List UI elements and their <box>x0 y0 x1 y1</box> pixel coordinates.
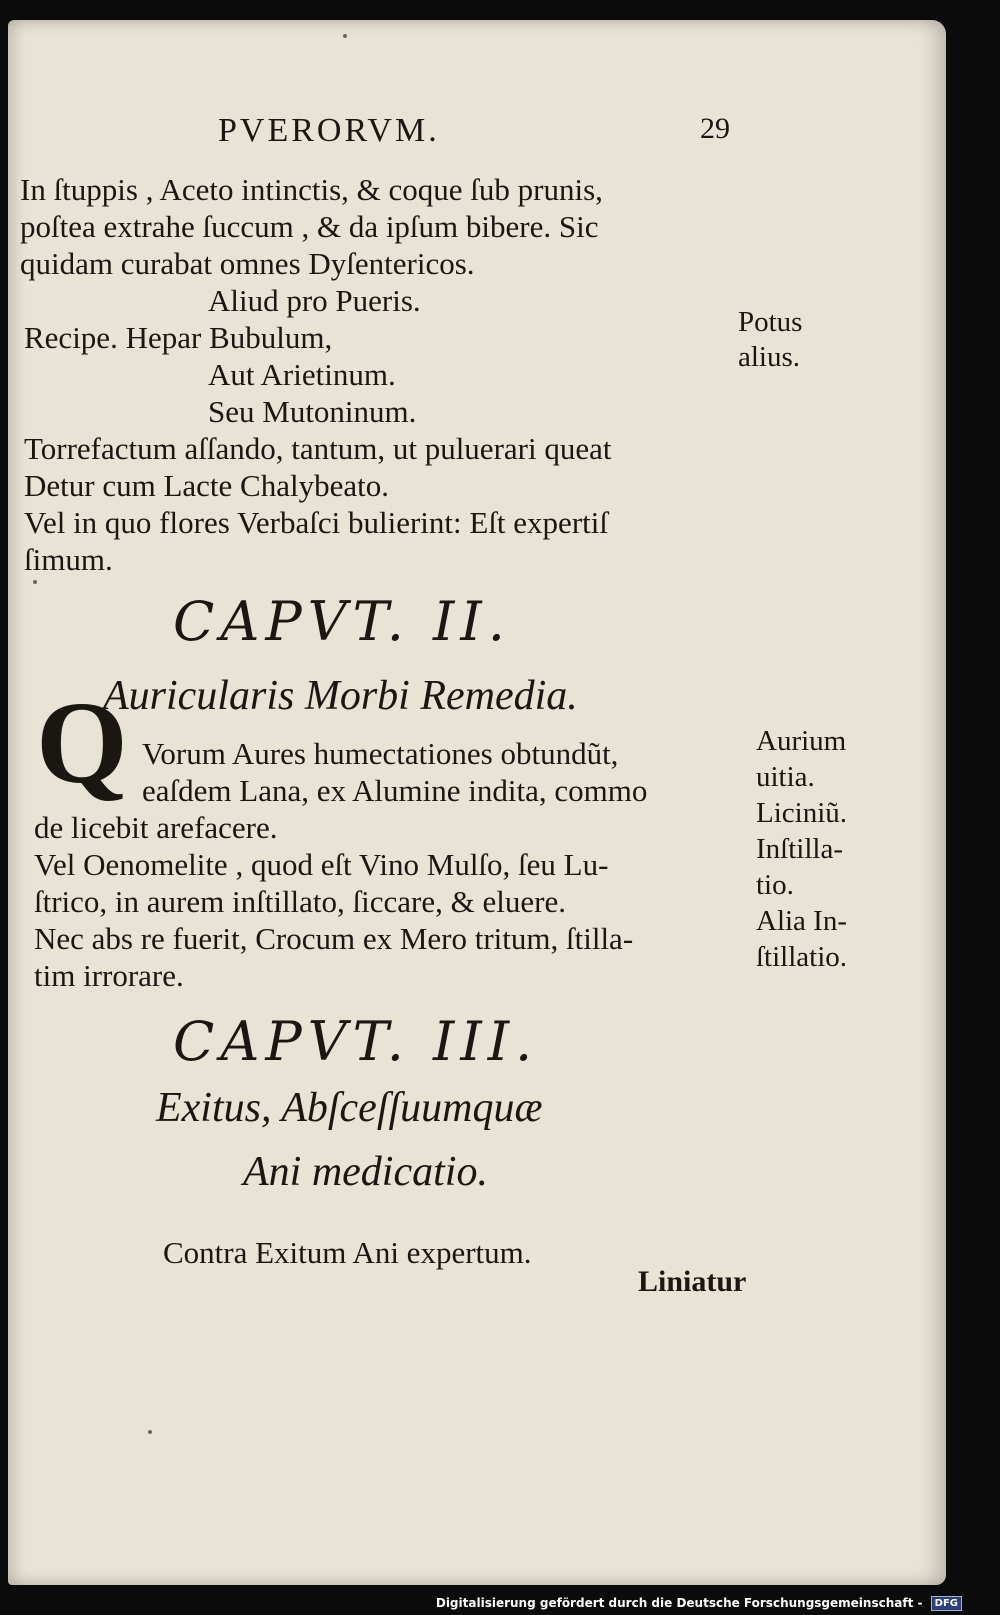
chapter-title: Exitus, Abſceſſuumquæ <box>156 1085 543 1131</box>
text-line: Aut Arietinum. <box>208 357 396 392</box>
text-line: tim irrorare. <box>34 958 184 993</box>
margin-note: alius. <box>738 341 801 373</box>
dfg-logo-icon: DFG <box>931 1596 962 1611</box>
margin-note: tio. <box>756 869 794 901</box>
chapter-title: Ani medicatio. <box>243 1149 488 1195</box>
text-line: Recipe. Hepar Bubulum, <box>24 320 333 355</box>
text-line: quidam curabat omnes Dyſentericos. <box>20 246 475 281</box>
sub-heading: Contra Exitum Ani expertum. <box>163 1235 532 1270</box>
text-line: Vel Oenomelite , quod eſt Vino Mulſo, ſeu Lu- <box>34 847 609 882</box>
text-line: Torrefactum aſſando, tantum, ut puluerari queat <box>24 431 612 466</box>
chapter-heading: CAPVT. II. <box>173 590 511 653</box>
text-line: Vel in quo flores Verbaſci bulierint: Eſt expertiſ <box>24 505 608 540</box>
paper-speck <box>148 1430 152 1434</box>
digitization-credit <box>436 1596 962 1611</box>
margin-note: uitia. <box>756 761 815 793</box>
text-line: ſimum. <box>24 542 113 577</box>
margin-note: ſtillatio. <box>756 941 848 973</box>
text-line: eaſdem Lana, ex Alumine indita, commo <box>142 773 648 808</box>
chapter-heading: CAPVT. III. <box>173 1010 539 1073</box>
margin-note: Alia In- <box>756 905 847 937</box>
drop-capital: Q <box>36 677 128 808</box>
text-line: In ſtuppis , Aceto intinctis, & coque ſub prunis, <box>20 172 603 207</box>
running-header <box>8 112 946 152</box>
margin-note: Potus <box>738 306 803 338</box>
margin-note: Aurium <box>756 725 847 757</box>
margin-note: Liciniũ. <box>756 797 848 829</box>
text-line: de licebit arefacere. <box>34 810 278 845</box>
paper-speck <box>33 580 37 584</box>
chapter-title: Auricularis Morbi Remedia. <box>103 673 578 719</box>
page-number: 29 <box>700 112 730 145</box>
text-line: Seu Mutoninum. <box>208 394 417 429</box>
running-title: PVERORVM. <box>218 112 440 149</box>
text-line: ſtrico, in aurem inſtillato, ſiccare, & eluere. <box>34 884 566 919</box>
sub-heading: Aliud pro Pueris. <box>208 283 421 318</box>
text-line: Nec abs re fuerit, Crocum ex Mero tritum, ſtilla- <box>34 921 634 956</box>
book-page <box>8 20 946 1585</box>
catchword: Liniatur <box>638 1265 747 1298</box>
text-line: Detur cum Lacte Chalybeato. <box>24 468 389 503</box>
paper-speck <box>343 34 347 38</box>
credit-text: Digitalisierung gefördert durch die Deutsche Forschungsgemeinschaft - <box>435 1596 923 1610</box>
text-line: poſtea extrahe ſuccum , & da ipſum bibere. Sic <box>20 209 599 244</box>
margin-note: Inſtilla- <box>756 833 843 865</box>
text-line: Vorum Aures humectationes obtundũt, <box>142 736 619 771</box>
